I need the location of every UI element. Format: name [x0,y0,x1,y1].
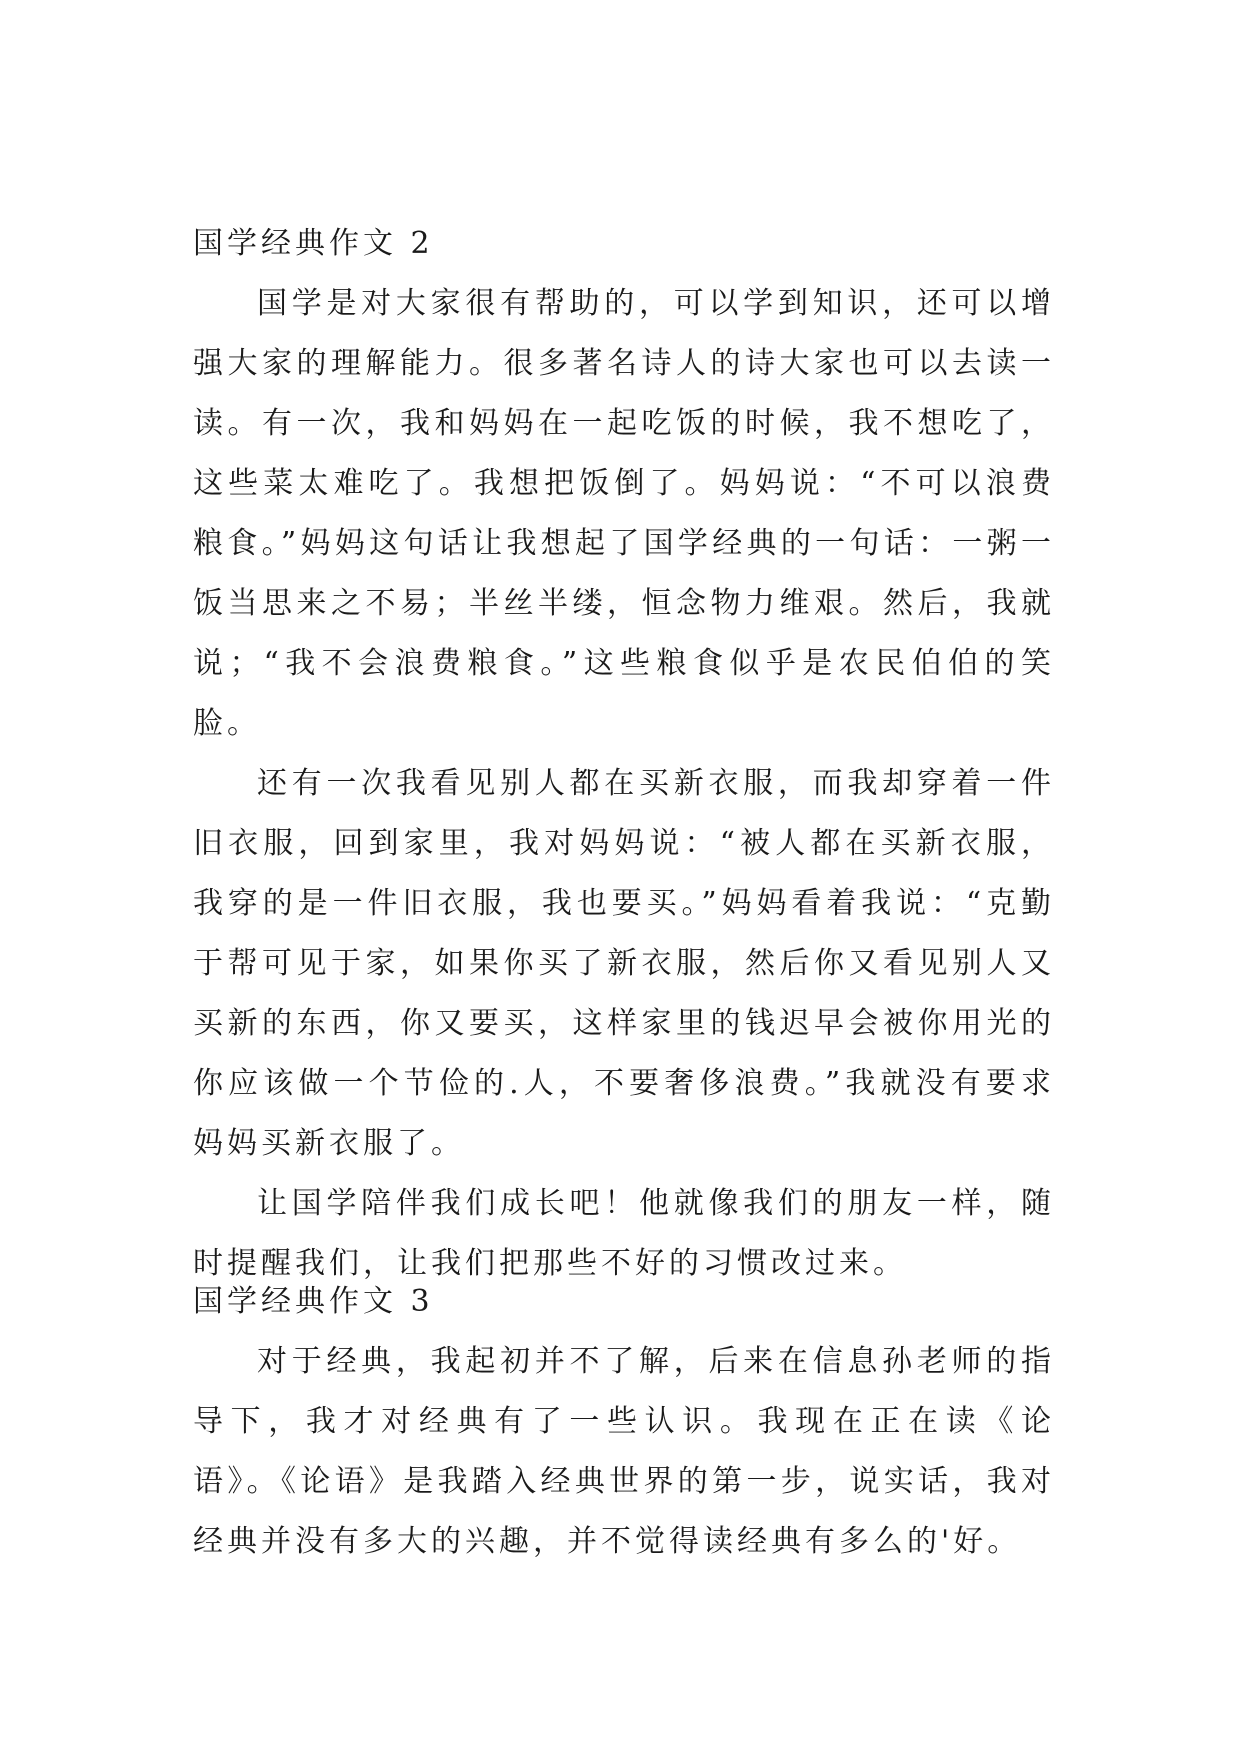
essay-paragraph: 还有一次我看见别人都在买新衣服，而我却穿着一件旧衣服，回到家里，我对妈妈说：“被人都在买新衣服，我穿的是一件旧衣服，我也要买。”妈妈看着我说：“克勤于帮可见于家，如果你买了新衣服，然后你又看见别人又买新的东西，你又要买，这样家里的钱迟早会被你用光的你应该做一个节俭的.人，不要奢侈浪费。”我就没有要求妈妈买新衣服了。 [193,766,1055,1161]
essay-paragraph: 让国学陪伴我们成长吧！他就像我们的朋友一样，随时提醒我们，让我们把那些不好的习惯改过来。 [193,1186,1055,1281]
essay-paragraph: 对于经典，我起初并不了解，后来在信息孙老师的指导下，我才对经典有了一些认识。我现在正在读《论语》。《论语》是我踏入经典世界的第一步，说实话，我对经典并没有多大的兴趣，并不觉得读经典有多么的'好。 [193,1344,1055,1559]
essay-paragraph: 国学是对大家很有帮助的，可以学到知识，还可以增强大家的理解能力。很多著名诗人的诗大家也可以去读一读。有一次，我和妈妈在一起吃饭的时候，我不想吃了，这些菜太难吃了。我想把饭倒了。妈妈说：“不可以浪费粮食。”妈妈这句话让我想起了国学经典的一句话：一粥一饭当思来之不易；半丝半缕，恒念物力维艰。然后，我就说；“我不会浪费粮食。”这些粮食似乎是农民伯伯的笑脸。 [193,286,1055,741]
essay-section-2 [193,214,1055,1294]
essay-heading: 国学经典作文 2 [193,226,434,261]
essay-section-3 [193,1272,1055,1572]
essay-heading: 国学经典作文 3 [193,1284,434,1319]
